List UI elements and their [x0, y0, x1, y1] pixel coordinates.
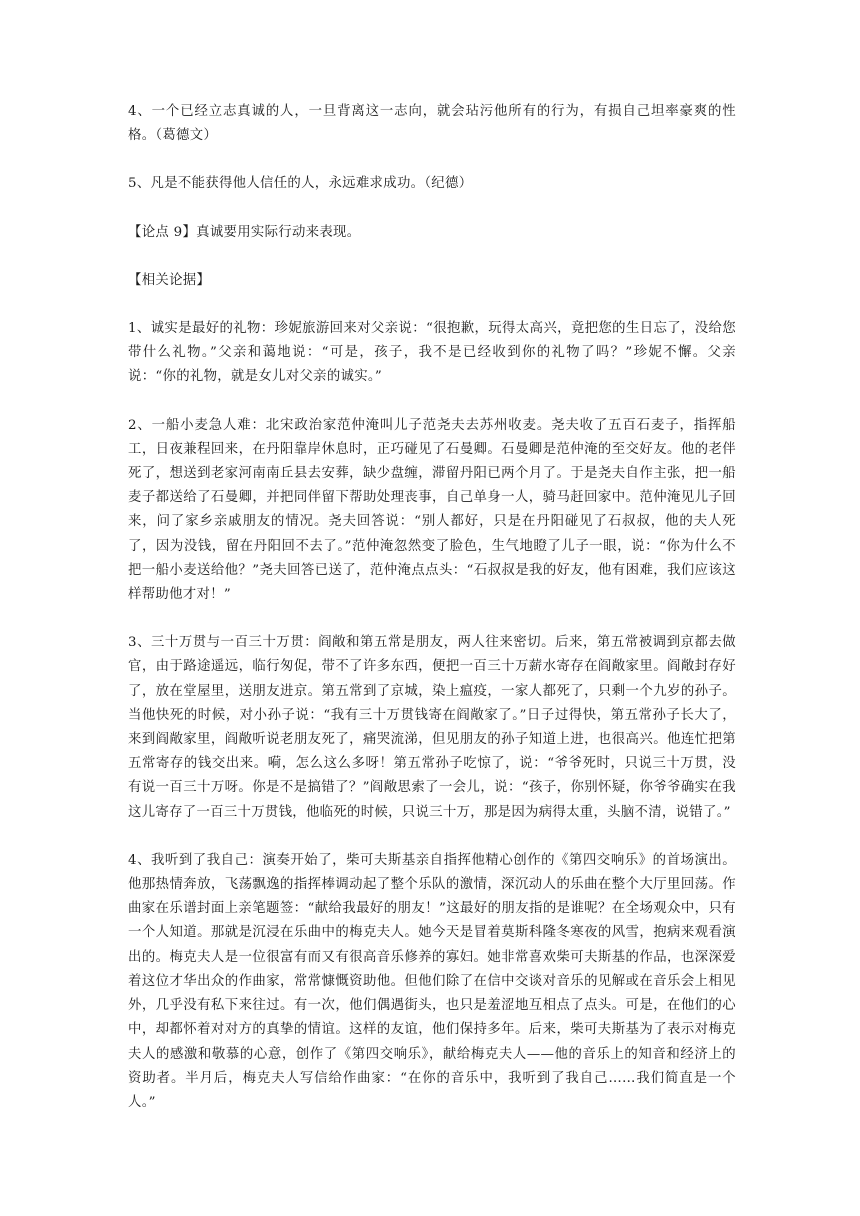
- related-evidence-heading: 【相关论据】: [128, 272, 211, 288]
- document-page: [128, 100, 736, 1139]
- quote-5-gide: 5、凡是不能获得他人信任的人，永远难求成功。（纪德）: [128, 176, 473, 192]
- quote-4-godwin: 4、一个已经立志真诚的人，一旦背离这一志向，就会玷污他所有的行为，有损自己坦率豪爽的性格。（葛德文）: [128, 104, 736, 144]
- evidence-3-thirty-vs-130-wan: 3、三十万贯与一百三十万贯：阎敞和第五常是朋友，两人往来密切。后来，第五常被调到京都去做官，由于路途遥远，临行匆促，带不了许多东西，便把一百三十万薪水寄存在阎敞家里。阎敞封存好了，放在堂屋里，送朋友进京。第五常到了京城，染上瘟疫，一家人都死了，只剩一个九岁的孙子。当他快死的时候，对小孙子说：“我有三十万贯钱寄在阎敞家了。”日子过得快，第五常孙子长大了，来到阎敞家里，阎敞听说老朋友死了，痛哭流涕，但见朋友的孙子知道上进，也很高兴。他连忙把第五常寄存的钱交出来。嗬，怎么这么多呀！第五常孙子吃惊了，说：“爷爷死时，只说三十万贯，没有说一百三十万呀。你是不是搞错了？”阎敞思索了一会儿，说：“孩子，你别怀疑，你爷爷确实在我这儿寄存了一百三十万贯钱，他临死的时候，只说三十万，那是因为病得太重，头脑不清，说错了。”: [128, 635, 736, 820]
- evidence-2-boat-of-wheat: 2、一船小麦急人难：北宋政治家范仲淹叫儿子范尧夫去苏州收麦。尧夫收了五百石麦子，指挥船工，日夜兼程回来，在丹阳靠岸休息时，正巧碰见了石曼卿。石曼卿是范仲淹的至交好友。他的老伴死了，想送到老家河南南丘县去安葬，缺少盘缠，滞留丹阳已两个月了。于是尧夫自作主张，把一船麦子都送给了石曼卿，并把同伴留下帮助处理丧事，自己单身一人，骑马赶回家中。范仲淹见儿子回来，问了家乡亲戚朋友的情况。尧夫回答说：“别人都好，只是在丹阳碰见了石叔叔，他的夫人死了，因为没钱，留在丹阳回不去了。”范仲淹忽然变了脸色，生气地瞪了儿子一眼，说：“你为什么不把一船小麦送给他？”尧夫回答已送了，范仲淹点点头：“石叔叔是我的好友，他有困难，我们应该这样帮助他才对！”: [128, 417, 736, 603]
- evidence-1-honesty-gift: 1、诚实是最好的礼物：珍妮旅游回来对父亲说：“很抱歉，玩得太高兴，竟把您的生日忘了，没给您带什么礼物。”父亲和蔼地说：“可是，孩子，我不是已经收到你的礼物了吗？”珍妮不懈。父亲说：“你的礼物，就是女儿对父亲的诚实。”: [128, 321, 736, 385]
- argument-9-heading: 【论点 9】真诚要用实际行动来表现。: [128, 224, 361, 240]
- evidence-4-i-heard-myself: 4、我听到了我自己：演奏开始了，柴可夫斯基亲自指挥他精心创作的《第四交响乐》的首场演出。他那热情奔放，飞荡飘逸的指挥棒调动起了整个乐队的激情，深沉动人的乐曲在整个大厅里回荡。作曲家在乐谱封面上亲笔题签：“献给我最好的朋友！”这最好的朋友指的是谁呢？在全场观众中，只有一个人知道。那就是沉浸在乐曲中的梅克夫人。她今天是冒着莫斯科隆冬寒夜的风雪，抱病来观看演出的。梅克夫人是一位很富有而又有很高音乐修养的寡妇。她非常喜欢柴可夫斯基的作品，也深深爱着这位才华出众的作曲家，常常慷慨资助他。但他们除了在信中交谈对音乐的见解或在音乐会上相见外，几乎没有私下来往过。有一次，他们偶遇街头，也只是羞涩地互相点了点头。可是，在他们的心中，却都怀着对对方的真挚的情谊。这样的友谊，他们保持多年。后来，柴可夫斯基为了表示对梅克夫人的感激和敬慕的心意，创作了《第四交响乐》，献给梅克夫人——他的音乐上的知音和经济上的资助者。半月后，梅克夫人写信给作曲家：“在你的音乐中，我听到了我自己……我们简直是一个人。”: [128, 852, 736, 1110]
